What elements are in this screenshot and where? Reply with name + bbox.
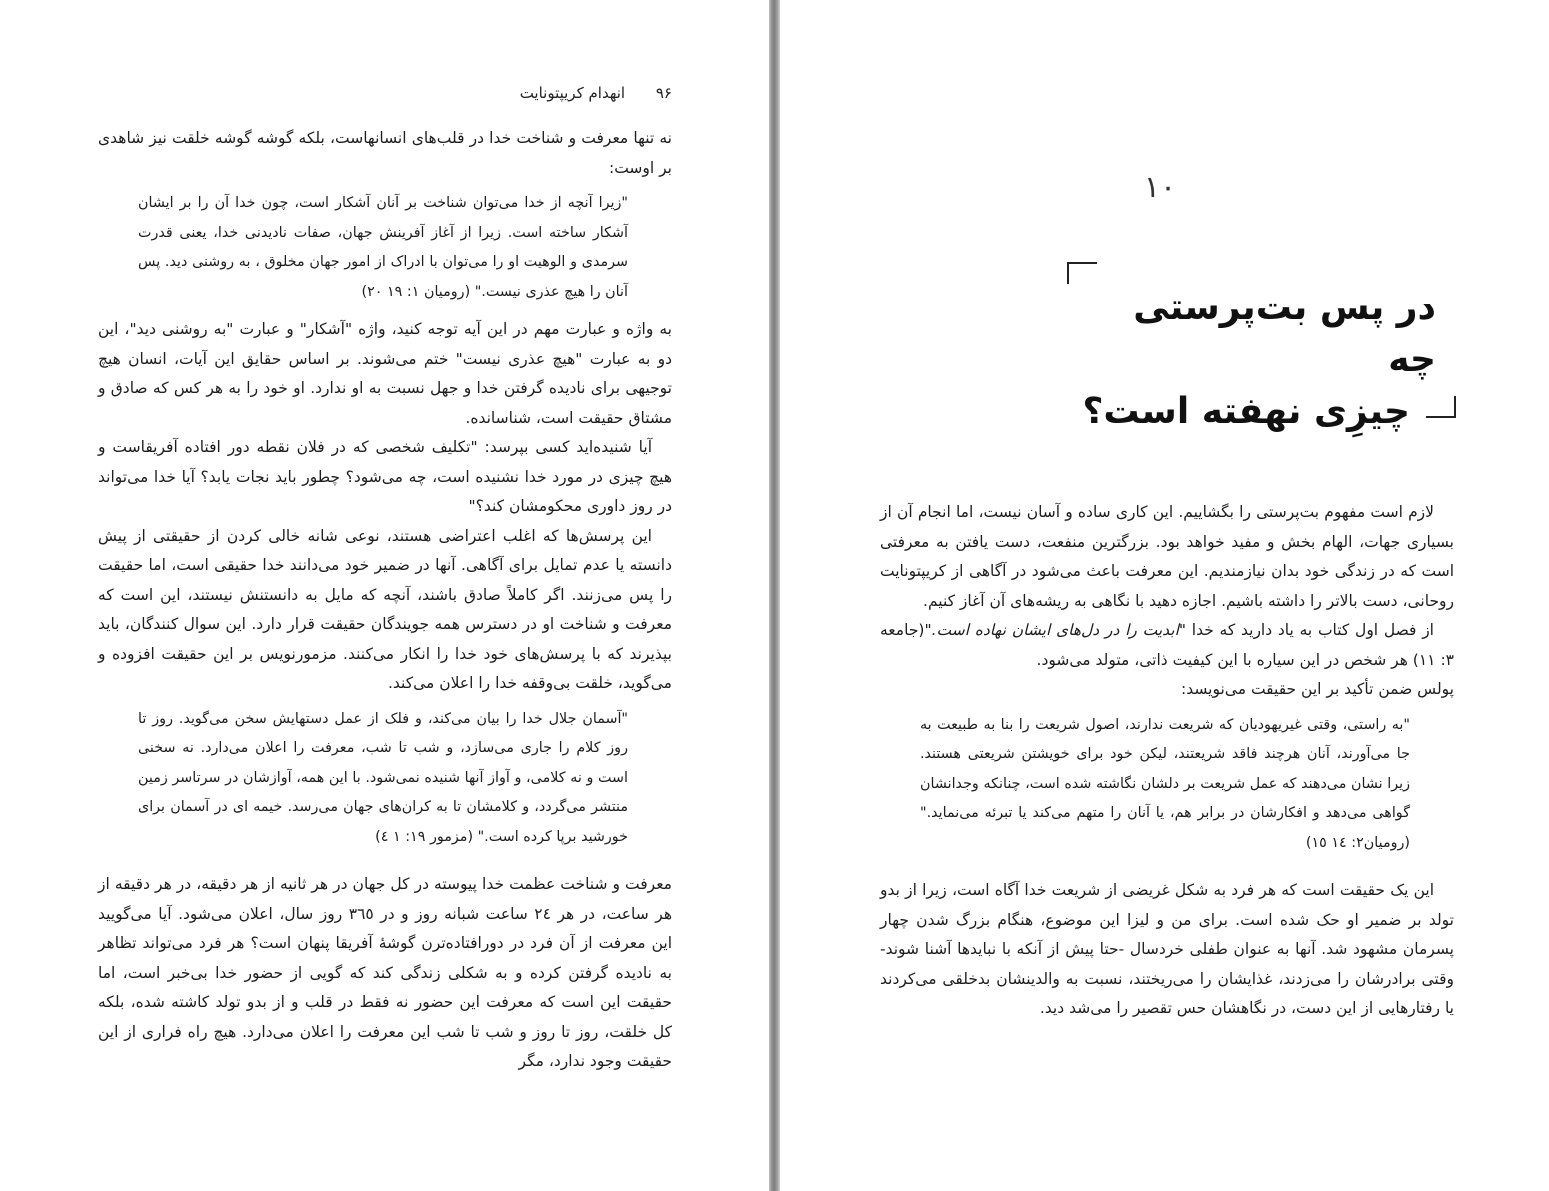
paragraph: به واژه و عبارت مهم در این آیه توجه کنید، واژه "آشکار" و عبارت "به روشنی دید"، این دو به عبارت "هیچ عذری نیست" ختم می‌شوند. بر اساس حقایق این آیات، انسان هیچ توجیهی برای نادیده گرفتن خدا و جهل نسبت به او ندارد. او خود را به هر کس که صادق و مشتاق حقیقت است، شناسانده.: [98, 320, 672, 427]
scripture-quote: "زیرا آنچه از خدا می‌توان شناخت بر آنان آشکار است، چون خدا آن را بر ایشان آشکار ساخته است. زیرا از آغاز آفرینش جهان، صفات نادیدنی خدا، یعنی قدرت سرمدی و الوهیت او را می‌توان با ادراک از امور جهان مخلوق ، به روشنی دید. پس آنان را هیچ عذری نیست." (رومیان ۱: ۱۹ ۲۰): [138, 195, 628, 300]
page-number: ۹۶: [655, 84, 672, 102]
paragraph: معرفت و شناخت عظمت خدا پیوسته در کل جهان در هر ثانیه از هر دقیقه، در هر دقیقه از هر ساعت، در هر ۲٤ ساعت شبانه روز و در ۳٦٥ روز سال، اعلان می‌شود. آیا می‌گویید این معرفت از آن فرد در دورافتاده‌ترن گوشهٔ آفریقا پنهان است؟ هر فرد می‌تواند تظاهر به نادیده گرفتن کرده و به شکلی زندگی کند که گویی از حضور خدا بی‌خبر است، اما حقیقت این است که معرفت این حضور نه فقط در قلب و از بدو تولد کاشته شده، بلکه کل خلقت، روز تا روز و شب تا شب این معرفت را اعلان می‌دارد. هیچ راه فراری از این حقیقت وجود ندارد، مگر: [98, 875, 672, 1070]
paragraph: [880, 616, 1454, 675]
chapter-title-line1: در پس بت‌پرستی چه: [1133, 287, 1436, 380]
paragraph: آیا شنیده‌اید کسی بپرسد: "تکلیف شخصی که در فلان نقطه دور افتاده آفریقاست و هیچ چیزی در مورد خدا نشنیده است، چه می‌شود؟ چطور باید نجات یابد؟ آیا خدا می‌تواند در روز داوری محکومشان کند؟": [98, 438, 672, 515]
paragraph: این پرسش‌ها که اغلب اعتراضی هستند، نوعی شانه خالی کردن از حقیقتی از پیش دانسته یا عدم تمایل برای آگاهی. آنها در ضمیر خود می‌دانند خدا حقیقی است، اما حقیقت را پس می‌زنند. اگر کاملاً صادق باشند، آنچه که مایل به دانستنش نیستند، این است که معرفت و شناخت او در دسترس همه جویندگان حقیقت قرار دارد. این سوال کنندگان، باید بپذیرند که با پرسش‌های خود خدا را انکار می‌کنند. مزمورنویس بر این حقیقت افزوده و می‌گوید، خلقت بی‌وقفه خدا را اعلان می‌کند.: [98, 526, 672, 692]
paragraph-end: (جامعه ۳: ۱۱) هر شخص در این سیاره با این کیفیت ذاتی، متولد می‌شود.: [880, 621, 1454, 669]
paragraph: پولس ضمن تأکید بر این حقیقت می‌نویسد:: [1180, 680, 1454, 698]
left-body-text: [98, 124, 672, 1077]
chapter-title: [1080, 282, 1436, 438]
chapter-title-line2: چیزِی نهفته است؟: [1082, 391, 1410, 432]
scripture-quote: "به راستی، وقتی غیریهودیان که شریعت ندارند، اصول شریعت را بنا به طبیعت به جا می‌آورند، آنان هرچند فاقد شریعتند، لیکن خود برای خویشتن شریعتی هستند. زیرا نشان می‌دهند که عمل شریعت بر دلشان نگاشته شده است، چنانکه وجدانشان گواهی می‌دهد و افکارشان در برابر هم، یا آنان را متهم می‌کند یا تبرئه می‌نماید." (رومیان۲: ۱٤ ۱٥): [920, 716, 1410, 851]
paragraph: این یک حقیقت است که هر فرد به شکل غریضی از شریعت خدا آگاه است، زیرا از بدو تولد بر ضمیر او حک شده است. برای من و لیزا این موضوع، هنگام بزرگ شدن چهار پسرمان مشهود شد. آنها به عنوان طفلی خردسال -حتا پیش از آنکه با نبایدها آشنا شوند- وقتی برادرشان را می‌زدند، غذایشان را می‌ریختند، نسبت به والدینشان بدخلقی می‌کردند یا رفتارهایی از این دست، در نگاهشان حس تقصیر را می‌شد دید.: [880, 881, 1454, 1017]
paragraph-start: از فصل اول کتاب به یاد دارید که خدا: [1186, 621, 1434, 639]
right-body-text: [880, 498, 1454, 1024]
chapter-number: ۱۰: [1143, 170, 1177, 205]
left-page: [0, 0, 769, 1191]
paragraph: نه تنها معرفت و شناخت خدا در قلب‌های انسانهاست، بلکه گوشه گوشه خلقت نیز شاهدی بر اوست:: [98, 129, 672, 177]
scripture-inline-quote: "ابدیت را در دل‌های ایشان نهاده است.": [924, 621, 1187, 639]
right-page: [780, 0, 1549, 1191]
book-title: انهدام کریپتونایت: [519, 84, 626, 102]
scripture-quote: "آسمان جلال خدا را بیان می‌کند، و فلک از عمل دستهایش سخن می‌گوید. روز تا روز کلام را جاری می‌سازد، و شب تا شب، معرفت را اعلان می‌دارد. نه سخنی است و نه کلامی، و آواز آنها شنیده نمی‌شود. با این همه، آوازشان در سرتاسر زمین منتشر می‌گردد، و کلامشان تا به کران‌های جهان می‌رسد. خیمه ای در آسمان برای خورشید برپا کرده است." (مزمور ۱۹: ۱ ٤): [138, 710, 628, 845]
title-bracket-top: [1067, 262, 1097, 284]
paragraph: لازم است مفهوم بت‌پرستی را بگشاییم. این کاری ساده و آسان نیست، اما انجام آن از بسیاری جهات، الهام بخش و مفید خواهد بود. بزرگترین منفعت، دست یافتن به معرفتی است که در زندگی خود بدان نیازمندیم. این معرفت باعث می‌شود در آگاهی از کریپتونایت روحانی، دست بالاتر را داشته باشیم. اجازه دهید با نگاهی به ریشه‌های آن آغاز کنیم.: [880, 503, 1454, 610]
book-spine: [769, 0, 780, 1191]
title-bracket-bottom: [1426, 396, 1456, 418]
running-header: [98, 84, 672, 102]
